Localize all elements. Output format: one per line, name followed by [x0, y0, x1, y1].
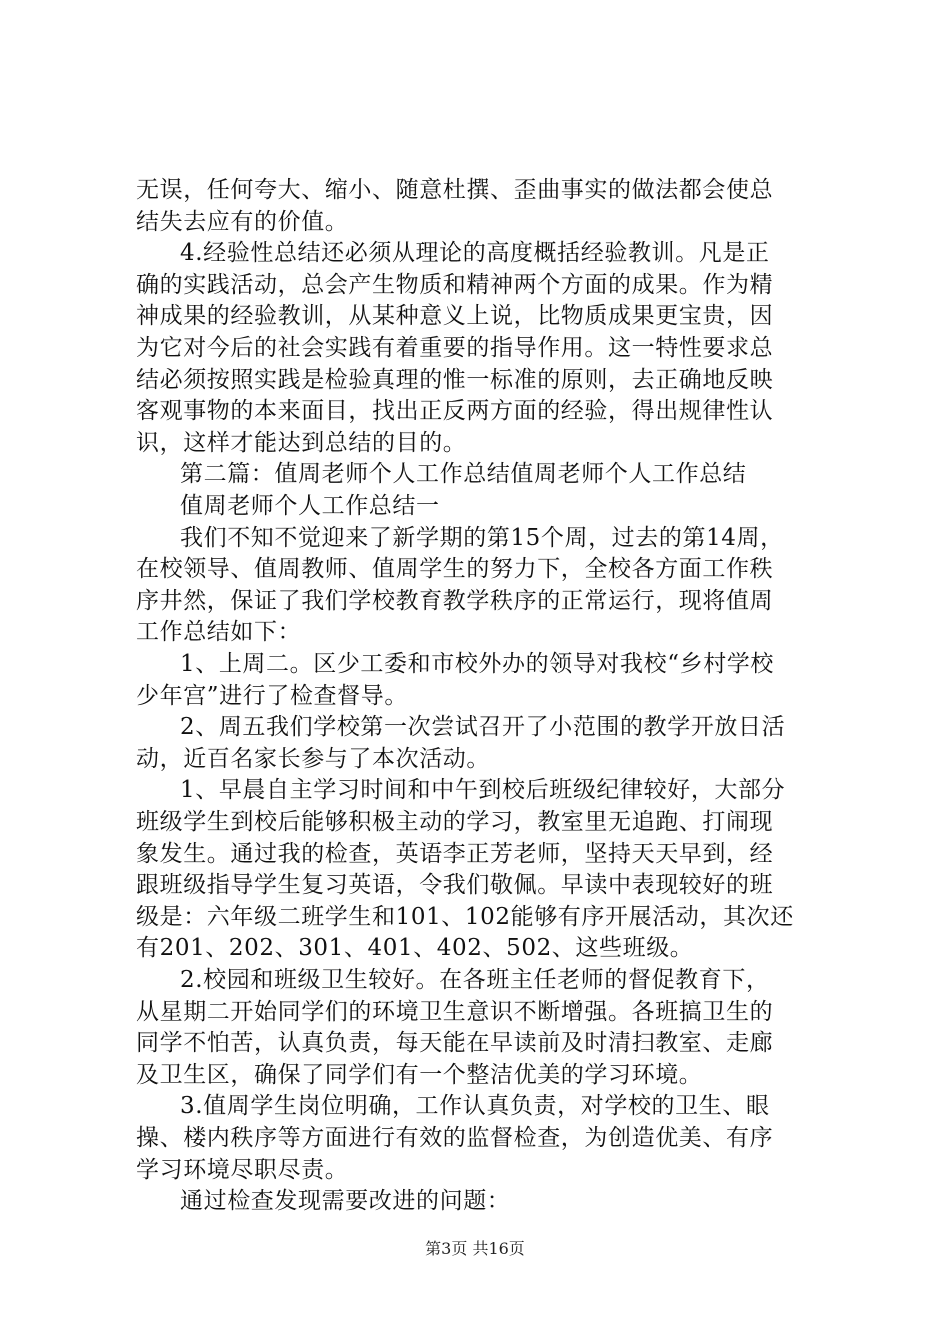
text-line-content: 4.经验性总结还必须从理论的高度概括经验教训。凡是正	[180, 240, 770, 267]
text-line-content: 在校领导、值周教师、值周学生的努力下，全校各方面工作秩	[136, 556, 774, 583]
text-line-content: 识，这样才能达到总结的目的。	[136, 429, 467, 456]
text-line-content: 客观事物的本来面目，找出正反两方面的经验，得出规律性认	[136, 398, 774, 425]
text-line-content: 确的实践活动，总会产生物质和精神两个方面的成果。作为精	[136, 271, 774, 298]
text-line-content: 结必须按照实践是检验真理的惟一标准的原则，去正确地反映	[136, 366, 774, 393]
text-line-content: 动，近百名家长参与了本次活动。	[136, 745, 490, 772]
text-line-content: 值周老师个人工作总结一	[180, 493, 440, 519]
text-line-content: 1、上周二。区少工委和市校外办的领导对我校“乡村学校	[180, 651, 774, 677]
text-line-content: 我们不知不觉迎来了新学期的第15个周，过去的第14周，	[180, 524, 784, 551]
text-line-content: 2、周五我们学校第一次尝试召开了小范围的教学开放日活	[180, 714, 786, 741]
text-line-content: 从星期二开始同学们的环境卫生意识不断增强。各班搞卫生的	[136, 998, 774, 1025]
text-line	[0, 1181, 950, 1221]
text-line-content: 有201、202、301、401、402、502、这些班级。	[136, 935, 694, 962]
text-line-content: 操、楼内秩序等方面进行有效的监督检查，为创造优美、有序	[136, 1125, 774, 1151]
text-line-content: 学习环境尽职尽责。	[136, 1156, 349, 1183]
text-line-content: 同学不怕苦，认真负责，每天能在早读前及时清扫教室、走廊	[136, 1030, 774, 1057]
text-line-content: 班级学生到校后能够积极主动的学习，教室里无追跑、打闹现	[136, 809, 774, 835]
text-line-content: 级是：六年级二班学生和101、102能够有序开展活动，其次还	[136, 903, 794, 930]
page-number-footer: 第3页 共16页	[425, 1239, 525, 1258]
text-line-content: 象发生。通过我的检查，英语李正芳老师，坚持天天早到，经	[136, 840, 774, 867]
text-line-content: 为它对今后的社会实践有着重要的指导作用。这一特性要求总	[136, 335, 774, 361]
text-line-content: 少年宫”进行了检查督导。	[136, 682, 408, 709]
text-line-content: 3.值周学生岗位明确，工作认真负责，对学校的卫生、眼	[180, 1093, 770, 1120]
text-line-content: 及卫生区，确保了同学们有一个整洁优美的学习环境。	[136, 1061, 703, 1088]
text-line-content: 神成果的经验教训，从某种意义上说，比物质成果更宝贵，因	[136, 303, 774, 330]
text-line-content: 2.校园和班级卫生较好。在各班主任老师的督促教育下，	[180, 967, 770, 993]
text-line-content: 工作总结如下：	[136, 619, 302, 646]
text-line-content: 序井然，保证了我们学校教育教学秩序的正常运行，现将值周	[136, 587, 774, 614]
text-line-content: 结失去应有的价值。	[136, 208, 349, 235]
text-line-content: 1、早晨自主学习时间和中午到校后班级纪律较好，大部分	[180, 777, 786, 804]
text-line-content: 跟班级指导学生复习英语，令我们敬佩。早读中表现较好的班	[136, 872, 774, 899]
text-line-content: 通过检查发现需要改进的问题：	[180, 1188, 511, 1215]
text-line-content: 第二篇：值周老师个人工作总结值周老师个人工作总结	[180, 461, 747, 488]
text-line-content: 无误，任何夸大、缩小、随意杜撰、歪曲事实的做法都会使总	[136, 177, 774, 203]
